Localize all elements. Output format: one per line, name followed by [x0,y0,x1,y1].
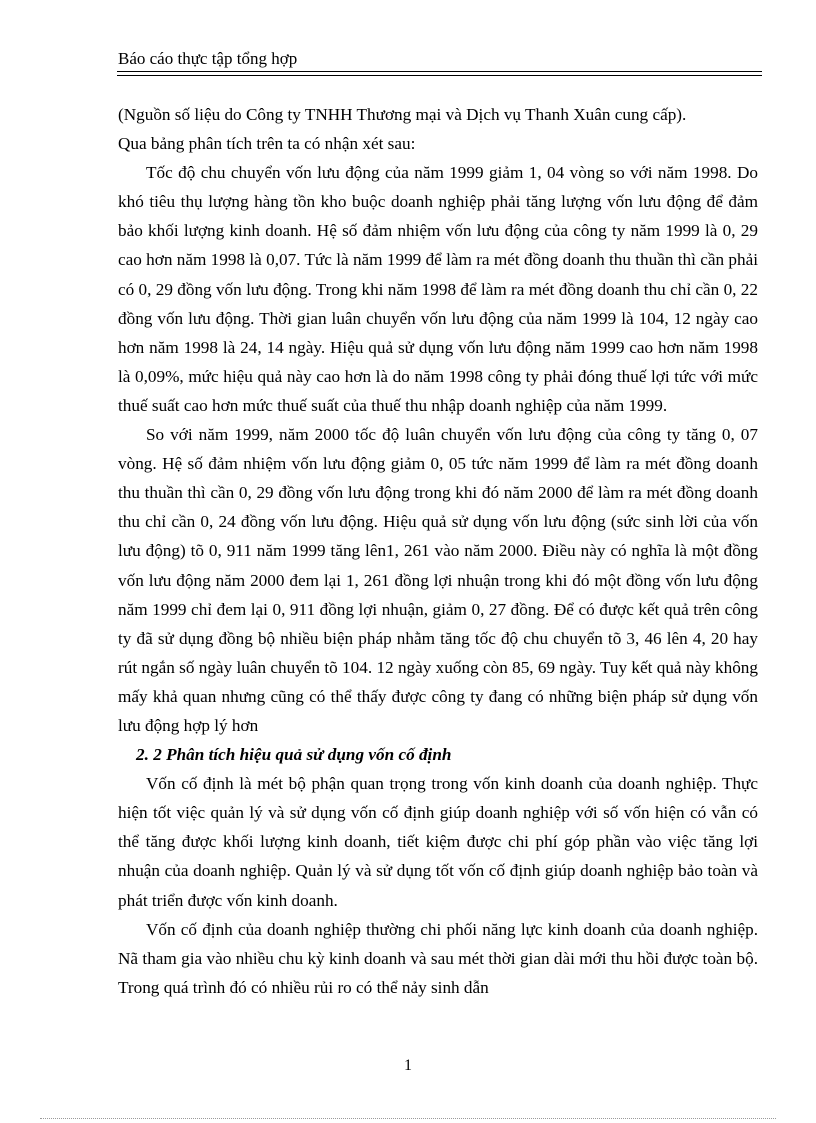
header-rule-thin [117,75,762,76]
paragraph-2000-analysis: So với năm 1999, năm 2000 tốc độ luân chuyển vốn lưu động của công ty tăng 0, 07 vòng. Hệ số đảm nhiệm vốn lưu động giảm 0, 05 tức năm 1999 để làm ra mét đồng doanh thu thuần thì cần 0, 29 đồng vốn lưu động trong khi đó năm 2000 để làm ra mét đồng doanh thu chỉ cần 0, 24 đồng vốn lưu động. Hiệu quả sử dụng vốn lưu động (sức sinh lời của vốn lưu động) tõ 0, 911 năm 1999 tăng lên1, 261 vào năm 2000. Điều này có nghĩa là một đồng vốn lưu động năm 2000 đem lại 1, 261 đồng lợi nhuận trong khi đó một đồng vốn lưu động năm 1999 chỉ đem lại 0, 911 đồng lợi nhuận, giảm 0, 27 đồng. Để có được kết quả trên công ty đã sử dụng đồng bộ nhiều biện pháp nhằm tăng tốc độ chu chuyển tõ 3, 46 lên 4, 20 hay rút ngắn số ngày luân chuyển tõ 104. 12 ngày xuống còn 85, 69 ngày. Tuy kết quả này không mấy khả quan nhưng cũng có thể thấy được công ty đang có những biện pháp sử dụng vốn lưu động hợp lý hơn [118,425,758,735]
paragraph-1999-analysis: Tốc độ chu chuyển vốn lưu động của năm 1999 giảm 1, 04 vòng so với năm 1998. Do khó tiêu thụ lượng hàng tồn kho buộc doanh nghiệp phải tăng lượng vốn lưu động để đảm bảo khối lượng kinh doanh. Hệ số đảm nhiệm vốn lưu động của công ty năm 1999 là 0, 29 cao hơn năm 1998 là 0,07. Tức là năm 1999 để làm ra mét đồng doanh thu thuần thì cần phải có 0, 29 đồng vốn lưu động. Trong khi năm 1998 để làm ra mét đồng doanh thu chỉ cần 0, 22 đồng vốn lưu động. Thời gian luân chuyển vốn lưu động của năm 1999 là 104, 12 ngày cao hơn năm 1998 là 24, 14 ngày. Hiệu quả sử dụng vốn lưu động năm 1999 cao hơn năm 1998 là 0,09%, mức hiệu quả này cao hơn là do năm 1998 công ty phải đóng thuế lợi tức với mức thuế suất cao hơn mức thuế suất của thuế thu nhập doanh nghiệp của năm 1999. [118,163,758,415]
source-note: (Nguồn số liệu do Công ty TNHH Thương mại và Dịch vụ Thanh Xuân cung cấp). [118,105,687,124]
page-header-title: Báo cáo thực tập tổng hợp [118,49,298,68]
document-body [118,100,758,1002]
analysis-intro: Qua bảng phân tích trên ta có nhận xét sau: [118,134,416,154]
footer-dotted-line [40,1118,776,1119]
page-number: 1 [404,1057,412,1074]
section-heading: 2. 2 Phân tích hiệu quả sử dụng vốn cố định [136,745,452,765]
paragraph-fixed-capital-role: Vốn cố định là mét bộ phận quan trọng trong vốn kinh doanh của doanh nghiệp. Thực hiện tốt việc quản lý và sử dụng vốn cố định giúp doanh nghiệp với số vốn hiện có vẫn có thể tăng được khối lượng kinh doanh, tiết kiệm được chi phí góp phần vào việc tăng lợi nhuận của doanh nghiệp. Quản lý và sử dụng tốt vốn cố định giúp doanh nghiệp bảo toàn và phát triển được vốn kinh doanh. [118,774,758,910]
header-rule-thick [117,71,762,72]
paragraph-fixed-capital-risk: Vốn cố định của doanh nghiệp thường chi phối năng lực kinh doanh của doanh nghiệp. Nã tham gia vào nhiều chu kỳ kinh doanh và sau mét thời gian dài mới thu hồi được toàn bộ. Trong quá trình đó có nhiều rủi ro có thể nảy sinh dẫn [118,919,758,997]
